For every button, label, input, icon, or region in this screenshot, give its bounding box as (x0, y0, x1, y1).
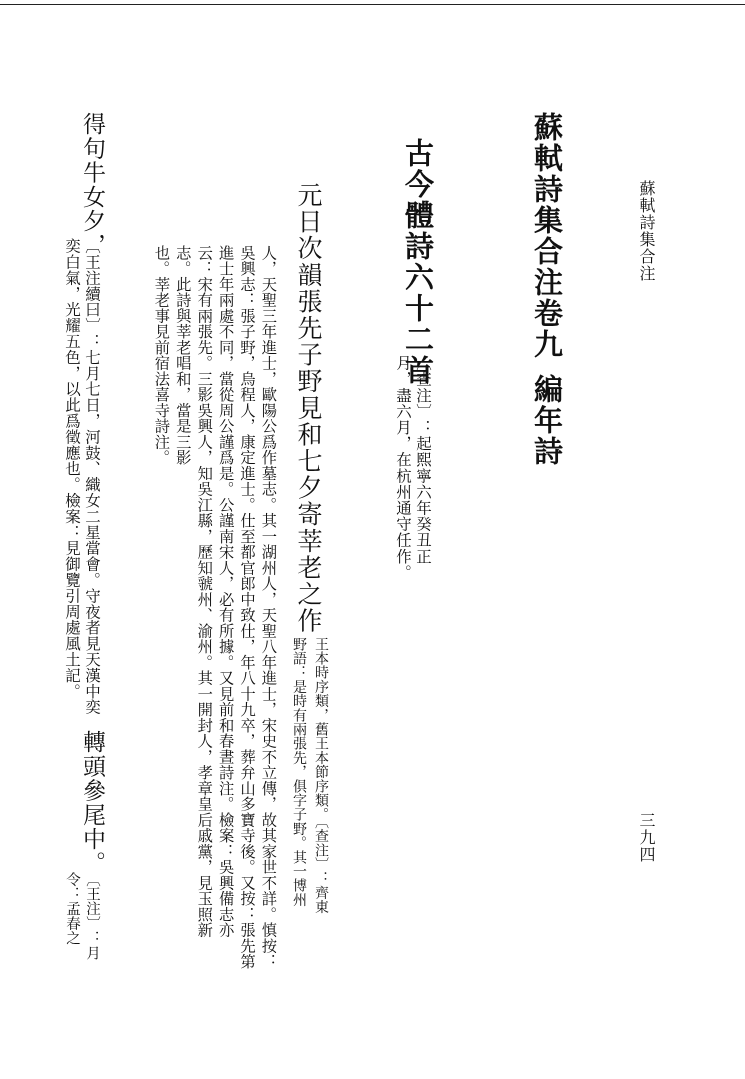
volume-title (530, 112, 564, 467)
verse-note-line: 〔王注〕：月 (84, 872, 100, 961)
commentary-line: 進士年兩處不同，當從周公謹爲是。公謹南宋人，必有所據。又見前和春晝詩注。檢案：吳興備志亦 (216, 245, 235, 938)
running-title: 蘇軾詩集合注 (637, 180, 656, 282)
verse-1-note (62, 238, 102, 715)
commentary-line: 也。莘老事見前宿法喜寺詩注。 (152, 245, 171, 466)
section-note-line: 〔查注〕：起熙寧六年癸丑正 (414, 355, 432, 565)
title-note-line: 王本時序類，舊王本節序類。〔查注〕：齊東 (313, 637, 329, 914)
poem-title-note (288, 637, 332, 914)
verse-line-2: 轉頭參尾中。 (79, 730, 105, 876)
poem-title: 元日次韻張先子野見和七夕寄莘老之作 (294, 182, 323, 635)
verse-note-line: 奕白氣，光耀五色，以此爲徵應也。檢案：見御覽引周處風土記。 (63, 238, 81, 700)
title-note-line: 野語：是時有兩張先，俱字子野。其一博州 (291, 637, 307, 907)
verse-note-line: 〔王注續曰〕：七月七日，河鼓、織女二星當會。守夜者見天漢中奕 (83, 238, 101, 715)
volume-title-text: 蘇軾詩集合注卷九 (530, 112, 564, 360)
page-number: 三九四 (637, 812, 656, 863)
section-note (393, 355, 433, 580)
commentary-line: 吳興志：張子野，烏程人，康定進士。仕至都官郎中致仕，年八十九卒，葬弁山多寶寺後。又按：張先第 (238, 245, 257, 970)
verse-2-note (62, 872, 102, 960)
commentary (150, 245, 278, 970)
commentary-line: 人，天聖三年進士，歐陽公爲作墓志。其一湖州人，天聖八年進士，宋史不立傳，故其家世不詳。慎按： (259, 245, 278, 970)
volume-subtitle: 編年詩 (530, 374, 564, 467)
verse-line-1: 得句牛女夕， (79, 112, 105, 258)
section-heading: 古今體詩六十二首 (401, 138, 435, 386)
commentary-line: 云：宋有兩張先。三影吳興人，知吳江縣，歷知虢州、渝州。其一開封人，孝章皇后戚黨，見玉照新 (195, 245, 214, 938)
commentary-line: 志。此詩與莘老唱和，當是三影 (173, 245, 192, 466)
verse-note-line: 令：孟春之 (64, 872, 80, 946)
section-note-line: 月，盡六月，在杭州通守任作。 (394, 355, 412, 581)
top-rule (0, 4, 745, 5)
